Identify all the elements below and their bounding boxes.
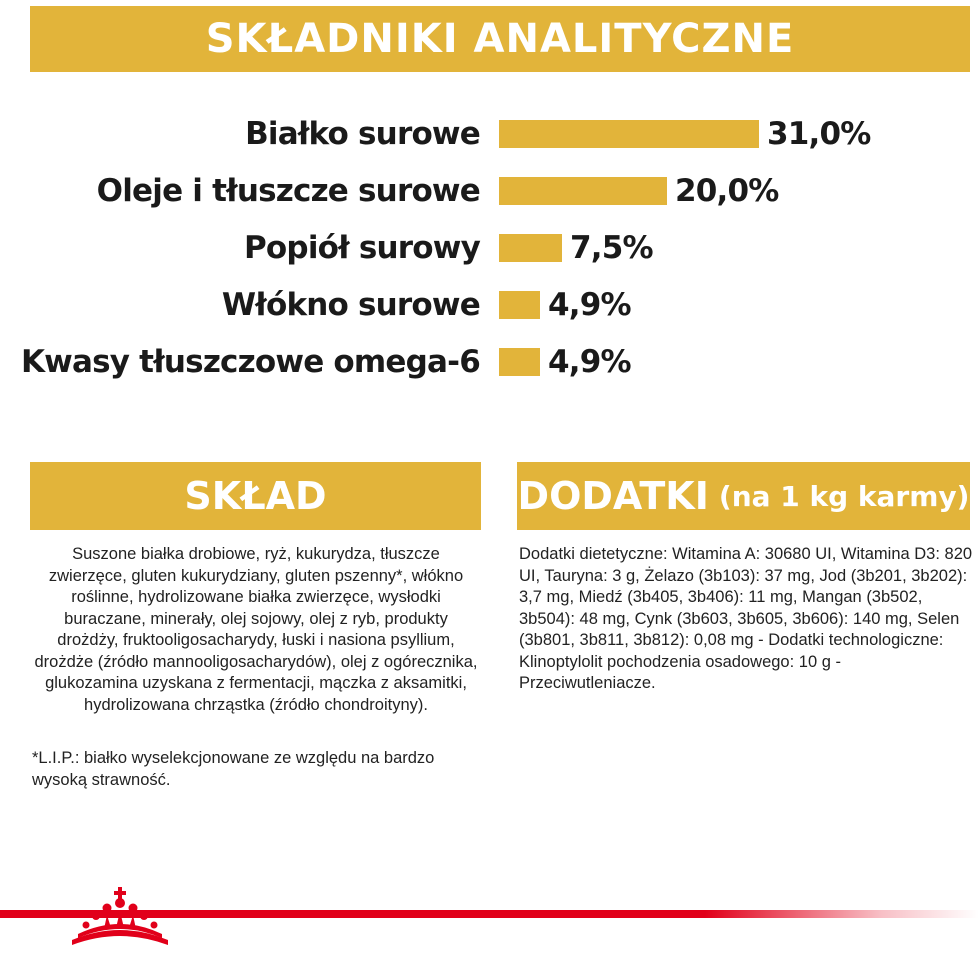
- nutrient-bar: [499, 120, 759, 148]
- nutrient-label: Białko surowe: [245, 116, 480, 152]
- nutrient-bar: [499, 234, 562, 262]
- nutrient-value: 4,9%: [548, 287, 631, 323]
- dodatki-heading: [517, 462, 970, 530]
- nutrient-value: 20,0%: [675, 173, 779, 209]
- dodatki-additives-text: Dodatki dietetyczne: Witamina A: 30680 UI, Witamina D3: 820 UI, Tauryna: 3 g, Żelazo (3b103): 37 mg, Jod (3b201, 3b202): 3,7 mg, Miedź (3b405, 3b406): 11 mg, Mangan (3b502, 3b504): 48 mg, Cynk (3b603, 3b605, 3b606): 140 mg, Selen (3b801, 3b811, 3b812): 0,08 mg - Dodatki technologiczne: Klinoptylolit pochodzenia osadowego: 10 g - Przeciwutleniacze.: [519, 545, 973, 692]
- nutrient-value: 31,0%: [767, 116, 871, 152]
- nutrient-label: Kwasy tłuszczowe omega-6: [20, 344, 480, 380]
- crown-icon: [66, 884, 174, 946]
- nutrient-label: Popiół surowy: [244, 230, 480, 266]
- nutrient-label: Oleje i tłuszcze surowe: [96, 173, 480, 209]
- sklad-composition-text: Suszone białka drobiowe, ryż, kukurydza, tłuszcze zwierzęce, gluten kukurydziany, gluten pszenny*, włókno roślinne, hydrolizowane białka zwierzęce, wysłodki buraczane, minerały, olej sojowy, olej z ryb, produkty drożdży, fruktooligosacharydy, łuski i nasiona psyllium, drożdże (źródło mannooligosacharydów), olej z ogórecznika, glukozamina uzyskana z fermentacji, mączka z aksamitki, hydrolizowana chrząstka (źródło chondroityny).: [34, 545, 478, 714]
- nutrient-label: Włókno surowe: [221, 287, 480, 323]
- lip-footnote: *L.I.P.: białko wyselekcjonowane ze względu na bardzo wysoką strawność.: [32, 749, 435, 789]
- page-title: SKŁADNIKI ANALITYCZNE: [30, 6, 970, 72]
- nutrient-bar: [499, 291, 540, 319]
- nutrient-value: 4,9%: [548, 344, 631, 380]
- nutrient-bar: [499, 177, 667, 205]
- dodatki-subtitle: (na 1 kg karmy): [718, 479, 970, 513]
- sklad-heading: SKŁAD: [30, 462, 481, 530]
- nutrient-value: 7,5%: [570, 230, 653, 266]
- nutrient-bar: [499, 348, 540, 376]
- dodatki-title: DODATKI: [517, 474, 709, 518]
